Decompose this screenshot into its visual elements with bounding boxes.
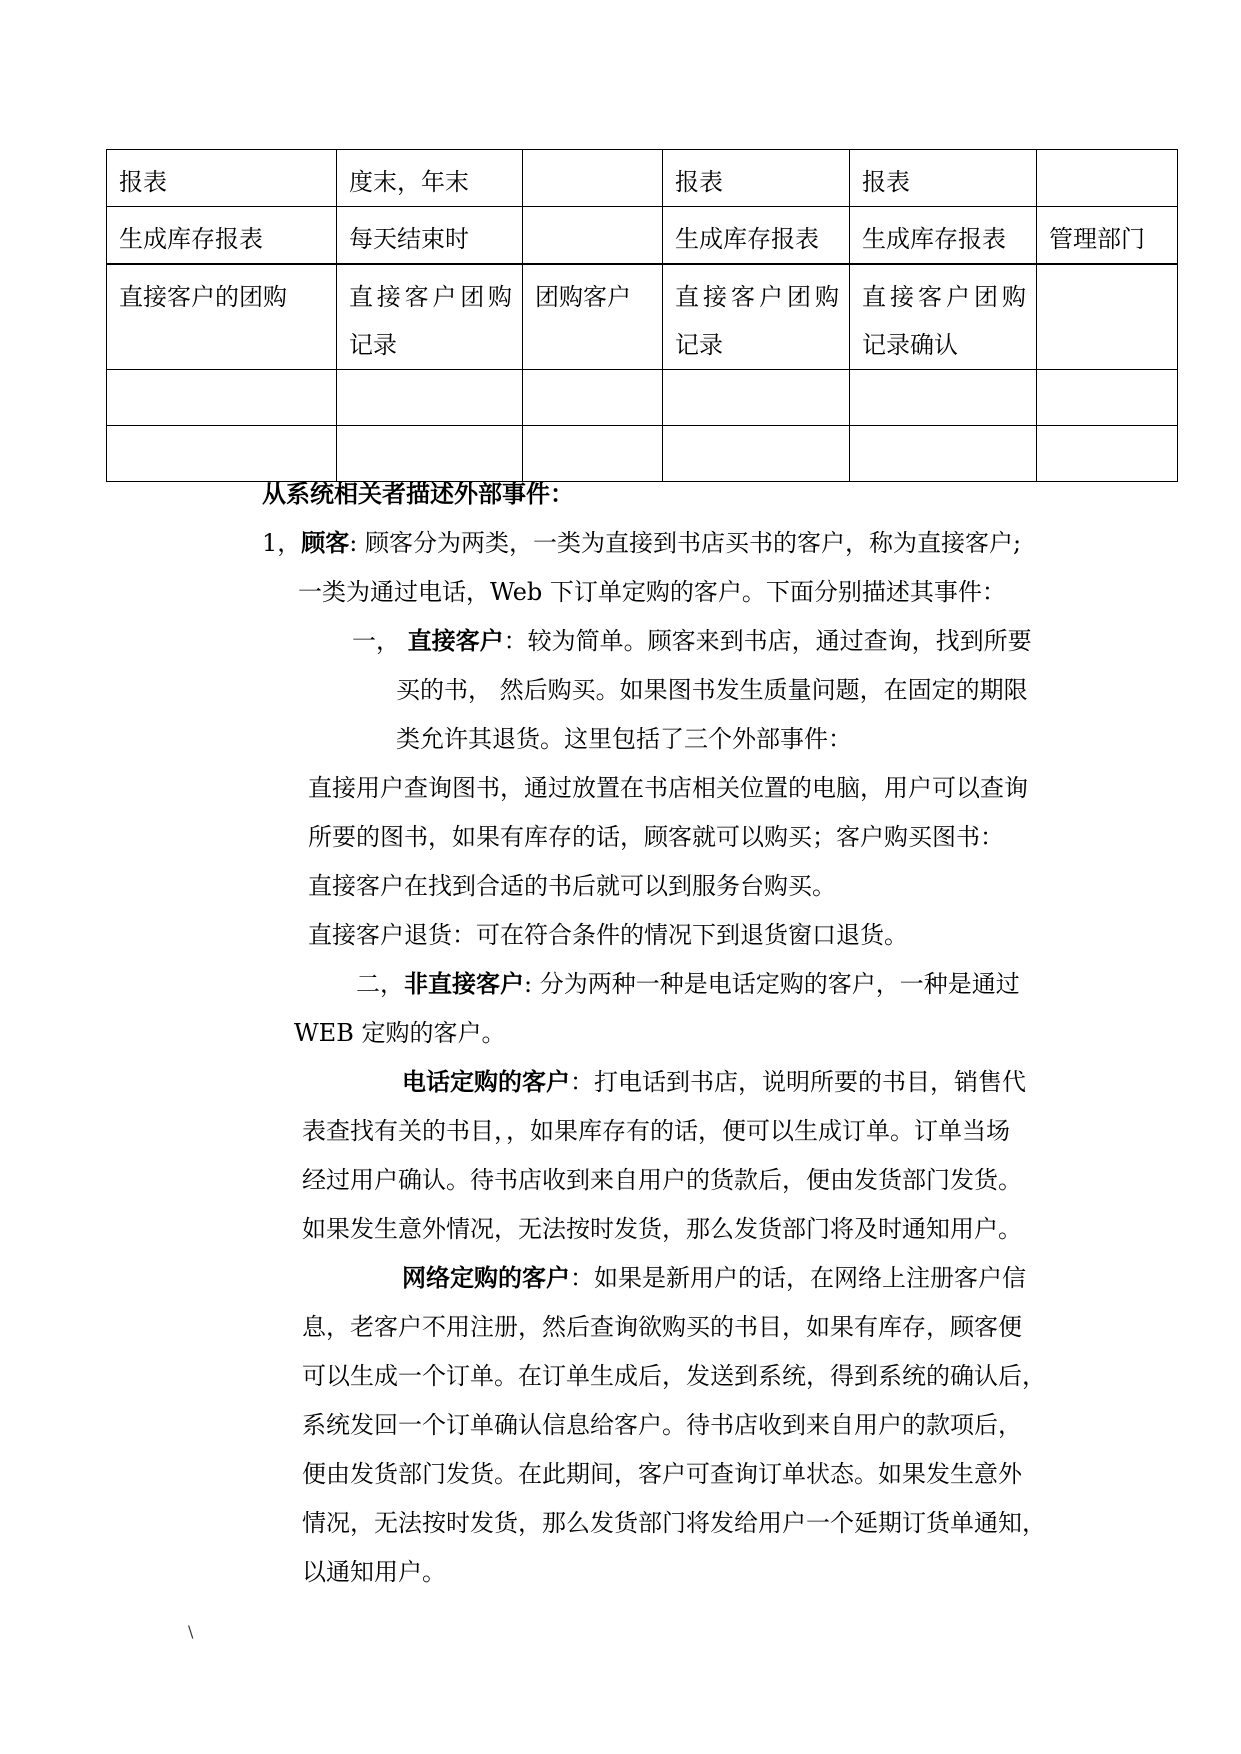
table-cell: 生成库存报表 [663,207,850,265]
table-cell: 直接客户的团购 [107,264,337,370]
paragraph-line [402,1262,1026,1294]
paragraph-line [262,527,1021,559]
table-cell [523,207,663,265]
table-cell [1037,264,1178,370]
paragraph-line: 直接客户退货：可在符合条件的情况下到退货窗口退货。 [308,921,908,949]
term-label: 网络定购的客户 [402,1263,570,1292]
table-cell: 报表 [107,150,337,207]
paragraph-line: 息，老客户不用注册，然后查询欲购买的书目，如果有库存，顾客便 [302,1313,1022,1341]
table-cell: 生成库存报表 [850,207,1037,265]
table-cell [337,370,523,426]
term-label: 电话定购的客户 [402,1067,570,1096]
table-cell: 直接客户团购记录 [663,264,850,370]
paragraph-text: : 顾客分为两类，一类为直接到书店买书的客户，称为直接客户; [349,529,1022,557]
paragraph-line: 情况，无法按时发货，那么发货部门将发给用户一个延期订货单通知， [302,1509,1046,1537]
paragraph-line: 系统发回一个订单确认信息给客户。待书店收到来自用户的款项后， [302,1411,1022,1439]
list-prefix: 二， [356,970,404,998]
table-cell [523,370,663,426]
table-cell [850,370,1037,426]
paragraph-line: 所要的图书，如果有库存的话，顾客就可以购买；客户购买图书： [308,823,1004,851]
list-prefix: 一， [352,627,400,655]
section-heading: 从系统相关者描述外部事件： [262,479,574,508]
table-cell [850,426,1037,482]
table-row [107,150,1178,207]
paragraph-line: 直接客户在找到合适的书后就可以到服务台购买。 [308,872,836,900]
table-cell [663,426,850,482]
paragraph-line: 表查找有关的书目，，如果库存有的话，便可以生成订单。订单当场 [302,1117,1010,1145]
paragraph-line: 如果发生意外情况，无法按时发货，那么发货部门将及时通知用户。 [302,1215,1022,1243]
table-cell: 报表 [850,150,1037,207]
table-cell: 每天结束时 [337,207,523,265]
list-number: 1， [262,529,302,557]
paragraph-line [352,625,1032,657]
paragraph-line: 直接用户查询图书，通过放置在书店相关位置的电脑，用户可以查询 [308,774,1028,802]
table-row [107,370,1178,426]
table-cell: 管理部门 [1037,207,1178,265]
table-cell [107,426,337,482]
table-cell: 直接客户团购记录确认 [850,264,1037,370]
table-cell: 团购客户 [523,264,663,370]
table-cell [1037,426,1178,482]
footer-mark: \ [188,1622,194,1641]
events-table [106,149,1178,482]
table-cell [523,426,663,482]
table-cell [663,370,850,426]
paragraph-line: WEB 定购的客户。 [294,1019,506,1047]
paragraph-line: 以通知用户。 [302,1558,446,1586]
table-row [107,207,1178,265]
table-cell: 直接客户团购记录 [337,264,523,370]
table-row [107,426,1178,482]
paragraph-text: ：打电话到书店，说明所要的书目，销售代 [570,1068,1026,1096]
table-cell: 生成库存报表 [107,207,337,265]
paragraph-line: 一类为通过电话，Web 下订单定购的客户。下面分别描述其事件： [298,578,1006,606]
paragraph-line: 买的书， 然后购买。如果图书发生质量问题，在固定的期限 [396,676,1028,704]
term-label: 直接客户 [407,626,504,655]
paragraph-text: ：较为简单。顾客来到书店，通过查询，找到所要 [503,627,1032,655]
paragraph-line: 类允许其退货。这里包括了三个外部事件： [396,725,852,753]
paragraph-text: : 分为两种一种是电话定购的客户，一种是通过 [524,970,1020,998]
paragraph-line: 可以生成一个订单。在订单生成后，发送到系统，得到系统的确认后， [302,1362,1046,1390]
table-cell [1037,370,1178,426]
term-label: 顾客 [301,528,350,557]
table-cell [337,426,523,482]
table-cell [1037,150,1178,207]
table-cell [107,370,337,426]
table-cell [523,150,663,207]
table-cell: 度末，年末 [337,150,523,207]
table-cell: 报表 [663,150,850,207]
paragraph-line [402,1066,1026,1098]
paragraph-line: 便由发货部门发货。在此期间，客户可查询订单状态。如果发生意外 [302,1460,1022,1488]
table-row [107,264,1178,370]
term-label: 非直接客户 [404,969,524,998]
paragraph-text: ：如果是新用户的话，在网络上注册客户信 [570,1264,1026,1292]
paragraph-line: 经过用户确认。待书店收到来自用户的货款后，便由发货部门发货。 [302,1166,1022,1194]
paragraph-line [356,968,1020,1000]
